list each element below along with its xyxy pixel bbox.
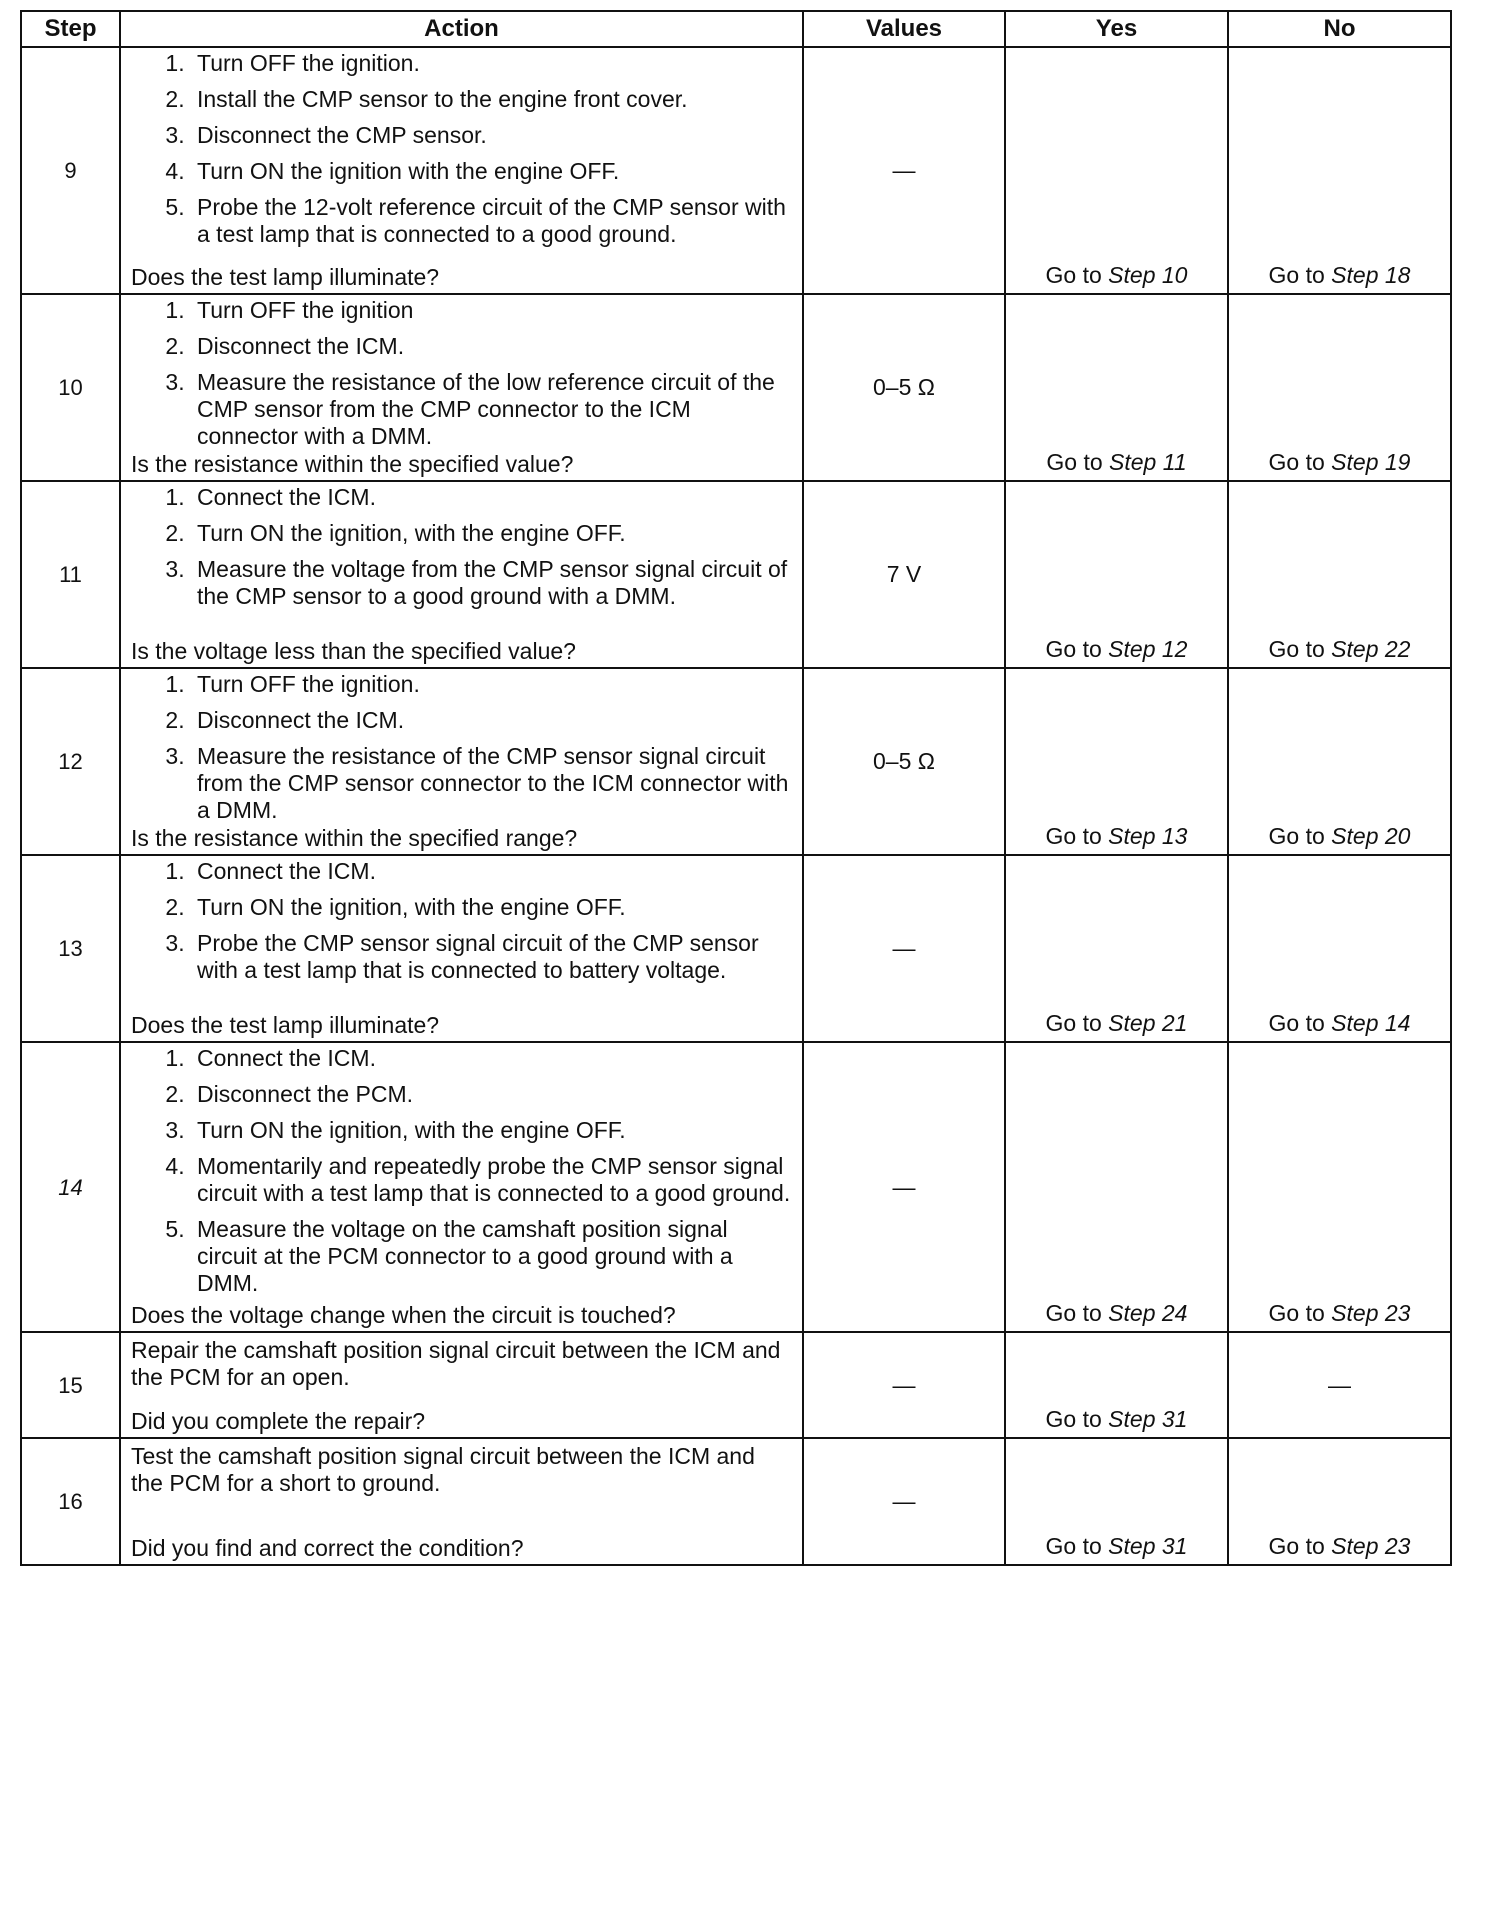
action-question: Is the voltage less than the specified value? (131, 638, 576, 664)
yes-link: Step 21 (1108, 1010, 1188, 1036)
action-step: 5. Probe the 12-volt reference circuit of the CMP sensor with a test lamp that is connected to a good ground. (191, 194, 794, 248)
goto-prefix: Go to (1268, 1010, 1332, 1036)
action-steps (121, 1043, 802, 1297)
goto-prefix: Go to (1046, 449, 1110, 475)
step-number: 15 (21, 1332, 120, 1438)
action-question: Did you find and correct the condition? (131, 1535, 524, 1561)
action-paragraph: Test the camshaft position signal circuit between the ICM and the PCM for a short to ground. (131, 1443, 755, 1496)
table-row (21, 481, 1451, 668)
value-cell: 0–5 Ω (803, 294, 1005, 481)
no-cell: — (1228, 1332, 1451, 1438)
no-link: Step 19 (1331, 449, 1411, 475)
header-values: Values (803, 11, 1005, 47)
step-number: 12 (21, 668, 120, 855)
header-row (21, 11, 1451, 47)
action-step: 5. Measure the voltage on the camshaft position signal circuit at the PCM connector to a good ground with a DMM. (191, 1216, 794, 1297)
action-step: 4. Turn ON the ignition with the engine OFF. (191, 158, 794, 185)
action-step: 2. Disconnect the PCM. (191, 1081, 794, 1108)
goto-prefix: Go to (1045, 823, 1109, 849)
table-row (21, 47, 1451, 294)
yes-cell (1005, 47, 1228, 294)
diagnostic-table-page (20, 10, 1450, 1566)
table-row (21, 1332, 1451, 1438)
action-step: 2. Turn ON the ignition, with the engine OFF. (191, 520, 794, 547)
no-cell (1228, 481, 1451, 668)
goto-prefix: Go to (1045, 1300, 1109, 1326)
yes-link: Step 10 (1108, 262, 1188, 288)
action-step: 1. Turn OFF the ignition. (191, 671, 794, 698)
action-step: 2. Disconnect the ICM. (191, 333, 794, 360)
step-number: 9 (21, 47, 120, 294)
goto-prefix: Go to (1045, 1010, 1109, 1036)
table-row (21, 1438, 1451, 1565)
action-step: 2. Turn ON the ignition, with the engine OFF. (191, 894, 794, 921)
action-steps (121, 295, 802, 450)
goto-prefix: Go to (1045, 636, 1109, 662)
action-step: 3. Measure the resistance of the CMP sensor signal circuit from the CMP sensor connector to the ICM connector with a DMM. (191, 743, 794, 824)
action-cell (120, 294, 803, 481)
value-cell: — (803, 47, 1005, 294)
action-question: Does the test lamp illuminate? (131, 1012, 440, 1038)
action-step: 4. Momentarily and repeatedly probe the CMP sensor signal circuit with a test lamp that is connected to a good ground. (191, 1153, 794, 1207)
value-cell: — (803, 1438, 1005, 1565)
yes-cell (1005, 1042, 1228, 1332)
goto-prefix: Go to (1045, 262, 1109, 288)
goto-prefix: Go to (1268, 636, 1332, 662)
yes-link: Step 31 (1108, 1533, 1188, 1559)
table-row (21, 668, 1451, 855)
step-number: 11 (21, 481, 120, 668)
action-step: 3. Disconnect the CMP sensor. (191, 122, 794, 149)
yes-cell (1005, 668, 1228, 855)
action-question: Did you complete the repair? (131, 1408, 426, 1434)
yes-link: Step 31 (1108, 1406, 1188, 1432)
goto-prefix: Go to (1268, 262, 1332, 288)
no-link: Step 22 (1331, 636, 1411, 662)
goto-prefix: Go to (1045, 1406, 1109, 1432)
table-row (21, 294, 1451, 481)
header-no: No (1228, 11, 1451, 47)
goto-prefix: Go to (1268, 1533, 1332, 1559)
yes-cell (1005, 294, 1228, 481)
yes-link: Step 12 (1108, 636, 1188, 662)
no-cell (1228, 668, 1451, 855)
goto-prefix: Go to (1268, 1300, 1332, 1326)
diagnostic-table (20, 10, 1452, 1566)
step-number: 10 (21, 294, 120, 481)
action-steps (121, 482, 802, 610)
no-cell (1228, 1042, 1451, 1332)
action-step: 3. Measure the voltage from the CMP sensor signal circuit of the CMP sensor to a good ground with a DMM. (191, 556, 794, 610)
action-step: 2. Disconnect the ICM. (191, 707, 794, 734)
no-cell (1228, 47, 1451, 294)
yes-cell (1005, 855, 1228, 1042)
action-steps (121, 856, 802, 984)
action-step: 1. Connect the ICM. (191, 858, 794, 885)
action-cell (120, 1438, 803, 1565)
no-cell (1228, 855, 1451, 1042)
yes-link: Step 11 (1109, 449, 1187, 475)
action-step: 1. Turn OFF the ignition. (191, 50, 794, 77)
action-steps (121, 48, 802, 248)
yes-cell (1005, 1438, 1228, 1565)
action-step: 3. Measure the resistance of the low reference circuit of the CMP sensor from the CMP connector to the ICM connector with a DMM. (191, 369, 794, 450)
action-step: 2. Install the CMP sensor to the engine front cover. (191, 86, 794, 113)
action-step: 1. Turn OFF the ignition (191, 297, 794, 324)
no-cell (1228, 294, 1451, 481)
goto-prefix: Go to (1268, 449, 1332, 475)
action-step: 3. Probe the CMP sensor signal circuit of the CMP sensor with a test lamp that is connected to battery voltage. (191, 930, 794, 984)
action-cell (120, 1332, 803, 1438)
step-number: 14 (21, 1042, 120, 1332)
no-link: Step 18 (1331, 262, 1411, 288)
step-number: 16 (21, 1438, 120, 1565)
no-link: Step 14 (1331, 1010, 1411, 1036)
no-cell (1228, 1438, 1451, 1565)
action-steps (121, 669, 802, 824)
no-link: Step 23 (1331, 1300, 1411, 1326)
yes-cell (1005, 481, 1228, 668)
value-cell: — (803, 1332, 1005, 1438)
header-action: Action (120, 11, 803, 47)
action-step: 1. Connect the ICM. (191, 1045, 794, 1072)
no-link: Step 23 (1331, 1533, 1411, 1559)
value-cell: — (803, 1042, 1005, 1332)
action-cell (120, 1042, 803, 1332)
action-step: 3. Turn ON the ignition, with the engine OFF. (191, 1117, 794, 1144)
yes-link: Step 13 (1108, 823, 1188, 849)
value-cell: — (803, 855, 1005, 1042)
goto-prefix: Go to (1045, 1533, 1109, 1559)
table-row (21, 1042, 1451, 1332)
step-number: 13 (21, 855, 120, 1042)
action-question: Does the voltage change when the circuit is touched? (131, 1302, 676, 1328)
action-cell (120, 481, 803, 668)
action-cell (120, 47, 803, 294)
action-question: Is the resistance within the specified value? (131, 451, 574, 477)
action-step: 1. Connect the ICM. (191, 484, 794, 511)
goto-prefix: Go to (1268, 823, 1332, 849)
yes-link: Step 24 (1108, 1300, 1188, 1326)
no-link: Step 20 (1331, 823, 1411, 849)
header-step: Step (21, 11, 120, 47)
value-cell: 7 V (803, 481, 1005, 668)
action-cell (120, 668, 803, 855)
action-question: Is the resistance within the specified range? (131, 825, 578, 851)
header-yes: Yes (1005, 11, 1228, 47)
action-question: Does the test lamp illuminate? (131, 264, 440, 290)
action-cell (120, 855, 803, 1042)
action-paragraph: Repair the camshaft position signal circuit between the ICM and the PCM for an open. (131, 1337, 781, 1390)
table-row (21, 855, 1451, 1042)
yes-cell (1005, 1332, 1228, 1438)
value-cell: 0–5 Ω (803, 668, 1005, 855)
